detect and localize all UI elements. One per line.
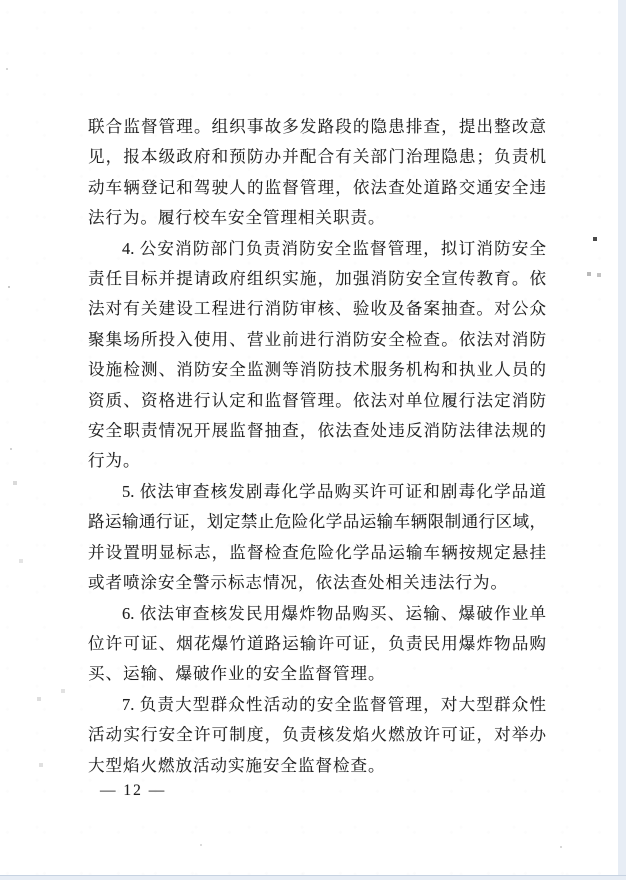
paragraph <box>88 477 546 599</box>
text-line: 活动实行安全许可制度，负责核发焰火燃放许可证，对举办 <box>88 725 546 745</box>
text-line: 资质、资格进行认定和监督管理。依法对单位履行法定消防 <box>88 390 546 410</box>
scan-noise-specks <box>0 0 2 2</box>
text-line: 4. 公安消防部门负责消防安全监督管理，拟订消防安全 <box>122 238 546 258</box>
text-line: 动车辆登记和驾驶人的监督管理，依法查处道路交通安全违 <box>88 177 546 197</box>
paragraph <box>88 690 546 781</box>
page-number: — 12 — <box>100 782 167 799</box>
text-line: 设施检测、消防安全监测等消防技术服务机构和执业人员的 <box>88 360 546 380</box>
text-line: 安全职责情况开展监督抽查，依法查处违反消防法律法规的 <box>88 421 546 441</box>
text-line: 法行为。履行校车安全管理相关职责。 <box>88 208 386 228</box>
text-line: 位许可证、烟花爆竹道路运输许可证，负责民用爆炸物品购 <box>88 633 546 653</box>
text-line: 并设置明显标志，监督检查危险化学品运输车辆按规定悬挂 <box>88 542 546 562</box>
scan-edge-bottom <box>0 875 626 880</box>
text-line: 5. 依法审查核发剧毒化学品购买许可证和剧毒化学品道 <box>122 481 546 501</box>
paragraph <box>88 112 546 234</box>
text-line: 责任目标并提请政府组织实施，加强消防安全宣传教育。依 <box>88 269 546 289</box>
text-line: 大型焰火燃放活动实施安全监督检查。 <box>88 755 386 775</box>
text-line: 联合监督管理。组织事故多发路段的隐患排查，提出整改意 <box>88 117 546 136</box>
text-line: 或者喷涂安全警示标志情况，依法查处相关违法行为。 <box>88 573 508 593</box>
text-line: 法对有关建设工程进行消防审核、验收及备案抽查。对公众 <box>88 299 546 319</box>
text-line: 路运输通行证，划定禁止危险化学品运输车辆限制通行区域， <box>88 512 546 532</box>
text-line: 买、运输、爆破作业的安全监督管理。 <box>88 664 386 684</box>
text-line: 聚集场所投入使用、营业前进行消防安全检查。依法对消防 <box>88 329 546 349</box>
text-line: 见，报本级政府和预防办并配合有关部门治理隐患；负责机 <box>88 147 546 167</box>
text-line: 行为。 <box>88 451 141 471</box>
text-block <box>88 112 546 781</box>
text-line: 6. 依法审查核发民用爆炸物品购买、运输、爆破作业单 <box>122 603 546 623</box>
paragraph <box>88 599 546 690</box>
paragraph <box>88 234 546 477</box>
scan-edge-right <box>618 0 626 880</box>
text-line: 7. 负责大型群众性活动的安全监督管理，对大型群众性 <box>122 694 546 714</box>
